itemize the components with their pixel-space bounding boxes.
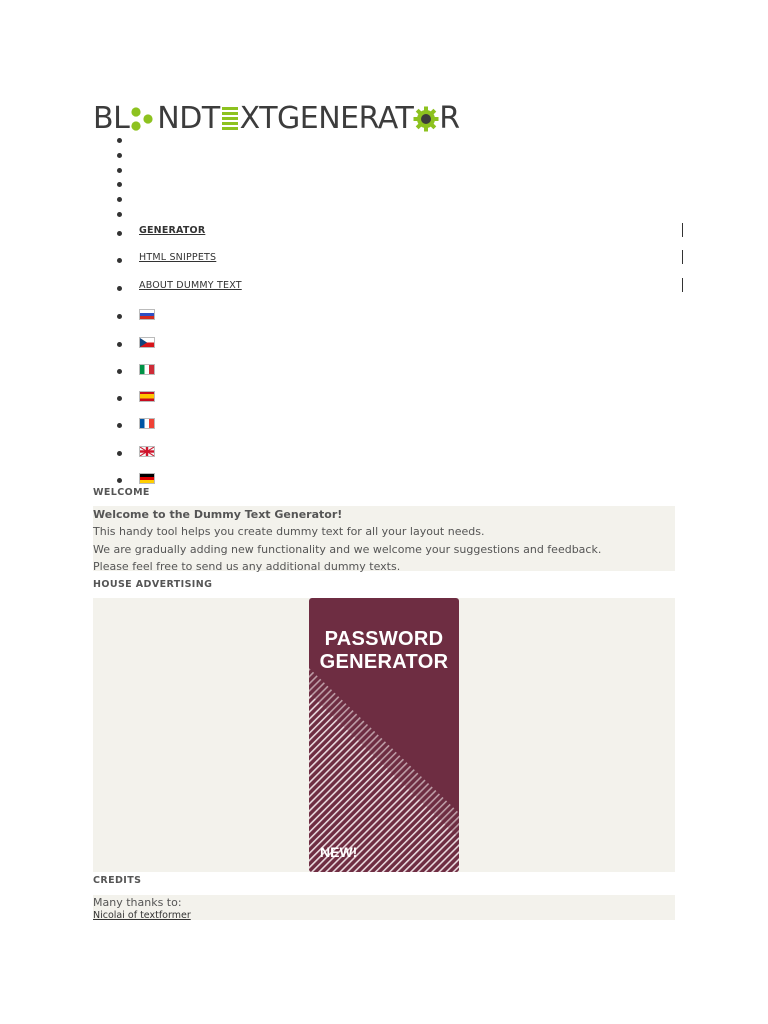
bullet-icon — [117, 396, 122, 401]
credits-text: Many thanks to: — [93, 896, 182, 909]
nav-empty-item — [93, 162, 693, 177]
credits-section-title: CREDITS — [93, 875, 142, 886]
russia-flag-icon[interactable] — [139, 309, 155, 320]
welcome-panel — [93, 506, 675, 571]
welcome-text-line: This handy tool helps you create dummy text for all your layout needs. — [93, 525, 485, 538]
banner-title-line1: PASSWORD — [324, 628, 444, 650]
bullet-icon — [117, 369, 122, 374]
language-item-italian — [93, 358, 693, 385]
italy-flag-icon[interactable] — [139, 364, 155, 375]
bullet-icon — [117, 423, 122, 428]
password-generator-banner[interactable] — [309, 598, 459, 872]
nav-empty-item — [93, 191, 693, 206]
credits-link[interactable]: Nicolai of textformer — [93, 910, 191, 921]
france-flag-icon[interactable] — [139, 418, 155, 429]
bullet-icon — [117, 153, 122, 158]
bullet-icon — [117, 197, 122, 202]
bullet-icon — [117, 231, 122, 236]
language-item-french — [93, 412, 693, 439]
credits-panel — [93, 895, 675, 920]
nav-empty-item — [93, 132, 693, 147]
nav-separator — [682, 223, 683, 237]
nav-empty-item — [93, 147, 693, 162]
language-item-russian — [93, 303, 693, 330]
nav-item-html-snippets — [93, 248, 693, 276]
ads-panel — [93, 598, 675, 872]
language-item-german — [93, 467, 693, 494]
welcome-text-line: Please feel free to send us any additional dummy texts. — [93, 560, 401, 573]
welcome-heading: Welcome to the Dummy Text Generator! — [93, 508, 343, 521]
banner-title — [309, 628, 459, 674]
bullet-icon — [117, 182, 122, 187]
bullet-icon — [117, 138, 122, 143]
bullet-icon — [117, 478, 122, 483]
nav-link-about-dummy-text[interactable]: ABOUT DUMMY TEXT — [139, 279, 242, 291]
logo-text-mid: NDT — [157, 101, 220, 136]
nav-empty-item — [93, 176, 693, 191]
site-logo[interactable] — [93, 102, 460, 136]
nav-item-generator — [93, 221, 693, 249]
logo-dots-icon — [130, 104, 156, 134]
banner-new-badge: NEW! — [320, 844, 358, 860]
spain-flag-icon[interactable] — [139, 391, 155, 402]
bullet-icon — [117, 286, 122, 291]
logo-text-end: R — [439, 101, 460, 136]
language-item-czech — [93, 331, 693, 358]
bullet-icon — [117, 212, 122, 217]
logo-lines-icon — [222, 106, 238, 132]
nav-separator — [682, 250, 683, 264]
nav-link-generator[interactable]: GENERATOR — [139, 224, 206, 236]
nav-item-about — [93, 276, 693, 304]
main-nav-list — [93, 132, 693, 494]
nav-link-html-snippets[interactable]: HTML SNIPPETS — [139, 252, 217, 264]
nav-separator — [682, 278, 683, 292]
bullet-icon — [117, 168, 122, 173]
bullet-icon — [117, 342, 122, 347]
banner-title-line2: GENERATOR — [319, 651, 449, 673]
nav-empty-item — [93, 206, 693, 221]
language-item-english — [93, 440, 693, 467]
welcome-section-title: WELCOME — [93, 487, 150, 498]
czech-flag-icon[interactable] — [139, 337, 155, 348]
welcome-text-line: We are gradually adding new functionality and we welcome your suggestions and feedback. — [93, 542, 602, 556]
bullet-icon — [117, 314, 122, 319]
logo-gear-icon — [413, 104, 439, 134]
bullet-icon — [117, 451, 122, 456]
logo-text-start: BL — [93, 101, 130, 136]
germany-flag-icon[interactable] — [139, 473, 155, 484]
ads-section-title: HOUSE ADVERTISING — [93, 579, 213, 590]
logo-text-main: XTGENERAT — [239, 101, 414, 136]
uk-flag-icon[interactable] — [139, 446, 155, 457]
language-item-spanish — [93, 385, 693, 412]
bullet-icon — [117, 258, 122, 263]
